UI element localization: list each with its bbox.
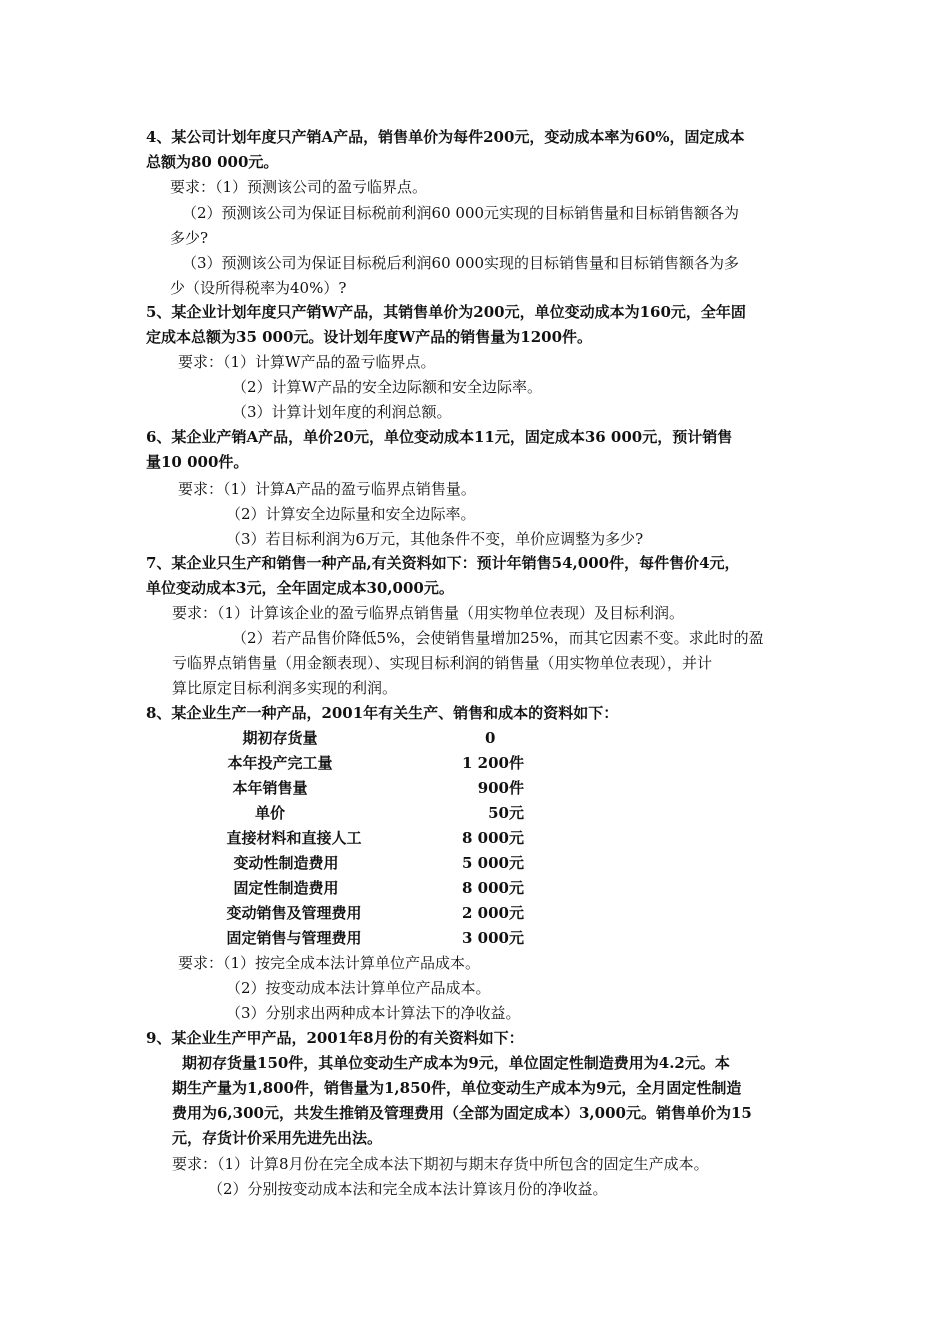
q8-table-label: 固定销售与管理费用 — [226, 929, 362, 947]
q8-table-value: 8 000元 — [462, 829, 524, 847]
q7-requirement-2b: 亏临界点销售量（用金额表现）、实现目标利润的销售量（用实物单位表现），并计 — [172, 654, 713, 672]
q5-line-2: 定成本总额为35 000元。设计划年度W产品的销售量为1200件。 — [146, 328, 593, 346]
q5-requirement-1: 要求：（1）计算W产品的盈亏临界点。 — [178, 353, 436, 371]
q4-requirement-1: 要求：（1）预测该公司的盈亏临界点。 — [170, 178, 428, 196]
q8-table-label: 本年投产完工量 — [227, 754, 333, 772]
q6-line-1: 6、某企业产销A产品，单价20元，单位变动成本11元，固定成本36 000元，预计销售 — [146, 428, 733, 446]
q4-requirement-3b: 少（设所得税率为40%）? — [170, 279, 347, 297]
q9-body-4: 元，存货计价采用先进先出法。 — [172, 1129, 383, 1147]
q8-table-label: 期初存货量 — [242, 729, 318, 747]
q8-table-value: 900件 — [477, 779, 524, 797]
q4-line-1: 4、某公司计划年度只产销A产品，销售单价为每件200元，变动成本率为60%，固定成本 — [146, 128, 745, 146]
q8-table-value: 0 — [485, 729, 496, 747]
q4-requirement-2a: （2）预测该公司为保证目标税前利润60 000元实现的目标销售量和目标销售额各为 — [182, 204, 740, 222]
q9-body-1: 期初存货量150件，其单位变动生产成本为9元，单位固定性制造费用为4.2元。本 — [182, 1054, 730, 1072]
q9-body-2: 期生产量为1,800件，销售量为1,850件，单位变动生产成本为9元，全月固定性制造 — [172, 1079, 742, 1097]
q8-table-label: 变动性制造费用 — [233, 854, 339, 872]
q8-table-label: 本年销售量 — [232, 779, 308, 797]
q8-table-value: 5 000元 — [462, 854, 524, 872]
q9-requirement-2: （2）分别按变动成本法和完全成本法计算该月份的净收益。 — [208, 1180, 608, 1198]
q6-line-2: 量10 000件。 — [146, 453, 249, 471]
q4-requirement-2b: 多少? — [170, 229, 209, 247]
q7-line-2: 单位变动成本3元，全年固定成本30,000元。 — [146, 579, 454, 597]
q8-requirement-2: （2）按变动成本法计算单位产品成本。 — [226, 979, 491, 997]
q8-table-value: 3 000元 — [462, 929, 524, 947]
q6-requirement-1: 要求：（1）计算A产品的盈亏临界点销售量。 — [178, 480, 476, 498]
q5-requirement-2: （2）计算W产品的安全边际额和安全边际率。 — [232, 378, 542, 396]
q8-table-label: 单价 — [254, 804, 285, 822]
q9-requirement-1: 要求：（1）计算8月份在完全成本法下期初与期末存货中所包含的固定生产成本。 — [172, 1155, 709, 1173]
q6-requirement-2: （2）计算安全边际量和安全边际率。 — [226, 505, 476, 523]
q5-line-1: 5、某企业计划年度只产销W产品，其销售单价为200元，单位变动成本为160元，全年固 — [146, 303, 746, 321]
q8-table-value: 1 200件 — [462, 754, 524, 772]
q8-requirement-3: （3）分别求出两种成本计算法下的净收益。 — [226, 1004, 521, 1022]
q6-requirement-3: （3）若目标利润为6万元，其他条件不变，单价应调整为多少? — [226, 530, 644, 548]
q8-table-value: 8 000元 — [462, 879, 524, 897]
q9-line-1: 9、某企业生产甲产品，2001年8月份的有关资料如下： — [146, 1029, 524, 1047]
q8-table-value: 50元 — [488, 804, 524, 822]
q7-line-1: 7、某企业只生产和销售一种产品,有关资料如下：预计年销售54,000件，每件售价4元， — [146, 554, 740, 572]
q7-requirement-1: 要求：（1）计算该企业的盈亏临界点销售量（用实物单位表现）及目标利润。 — [172, 604, 685, 622]
q8-line-1: 8、某企业生产一种产品，2001年有关生产、销售和成本的资料如下： — [146, 704, 619, 722]
q8-requirement-1: 要求：（1）按完全成本法计算单位产品成本。 — [178, 954, 481, 972]
q9-body-3: 费用为6,300元，共发生推销及管理费用（全部为固定成本）3,000元。销售单价为15 — [172, 1104, 752, 1122]
q8-table-label: 固定性制造费用 — [233, 879, 339, 897]
q7-requirement-2a: （2）若产品售价降低5%，会使销售量增加25%，而其它因素不变。求此时的盈 — [232, 629, 764, 647]
q8-table-label: 变动销售及管理费用 — [226, 904, 362, 922]
q8-table-value: 2 000元 — [462, 904, 524, 922]
q4-line-2: 总额为80 000元。 — [146, 153, 279, 171]
q5-requirement-3: （3）计算计划年度的利润总额。 — [232, 403, 452, 421]
q4-requirement-3a: （3）预测该公司为保证目标税后利润60 000实现的目标销售量和目标销售额各为多 — [182, 254, 740, 272]
q7-requirement-2c: 算比原定目标利润多实现的利润。 — [172, 679, 398, 697]
q8-table-label: 直接材料和直接人工 — [226, 829, 362, 847]
